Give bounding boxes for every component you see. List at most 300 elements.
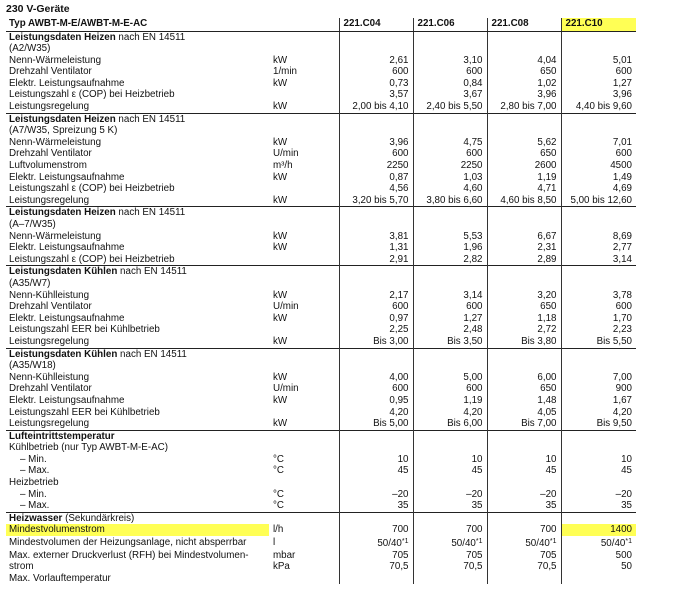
footnote-marker: *1 xyxy=(475,538,483,546)
value-text: 3,20 xyxy=(537,289,557,301)
row-label: – Max. xyxy=(20,500,50,512)
row-unit: kPa xyxy=(273,561,290,573)
value-cell xyxy=(339,348,413,360)
table-row xyxy=(6,454,636,466)
value-text: 2600 xyxy=(534,160,557,172)
value-text: 1,96 xyxy=(463,242,483,254)
value-text: 0,97 xyxy=(389,312,409,324)
value-cell xyxy=(339,430,413,442)
unit-cell xyxy=(269,266,339,278)
row-label: Leistungszahl ε (COP) bei Heizbetrieb xyxy=(9,183,175,195)
row-label: Leistungszahl ε (COP) bei Heizbetrieb xyxy=(9,253,175,265)
value-cell xyxy=(339,148,413,160)
row-label: Leistungszahl ε (COP) bei Heizbetrieb xyxy=(9,89,175,101)
section-subtitle: nach EN 14511 xyxy=(117,266,187,278)
value-cell xyxy=(561,43,636,55)
table-row xyxy=(6,407,636,419)
value-cell xyxy=(413,336,487,348)
value-cell xyxy=(561,78,636,90)
value-text: 1,03 xyxy=(463,171,483,183)
value-text: 2,25 xyxy=(389,324,409,336)
value-cell xyxy=(487,324,561,336)
value-cell xyxy=(487,278,561,290)
table-row xyxy=(6,336,636,348)
row-unit: kW xyxy=(273,136,288,148)
section-title: Leistungsdaten Heizen xyxy=(9,31,116,43)
value-text: 4,75 xyxy=(463,136,483,148)
value-text: Bis 6,00 xyxy=(447,418,483,430)
subsection-row xyxy=(6,477,636,489)
value-text: 600 xyxy=(466,66,483,78)
unit-cell xyxy=(269,125,339,137)
value-text: 1400 xyxy=(610,524,632,536)
value-cell xyxy=(339,242,413,254)
value-text: 4,20 xyxy=(389,406,409,418)
value-cell xyxy=(561,561,636,573)
value-cell xyxy=(487,477,561,489)
value-text: 1,67 xyxy=(612,394,632,406)
value-cell xyxy=(487,31,561,43)
section-header xyxy=(6,31,269,43)
value-cell xyxy=(561,442,636,454)
row-unit: U/min xyxy=(273,148,299,160)
value-cell xyxy=(413,55,487,67)
value-text: 1,48 xyxy=(537,394,557,406)
value-cell xyxy=(487,125,561,137)
row-unit: U/min xyxy=(273,383,299,395)
value-text: Bis 3,80 xyxy=(521,335,557,347)
value-cell xyxy=(413,395,487,407)
type-header: Typ AWBT-M-E/AWBT-M-E-AC xyxy=(6,18,269,31)
value-cell xyxy=(487,418,561,430)
col-header-4: 221.C10 xyxy=(561,18,636,31)
row-unit: kW xyxy=(273,171,288,183)
value-text: 50/40 xyxy=(600,538,626,550)
value-text: 0,87 xyxy=(389,171,409,183)
value-cell xyxy=(339,89,413,101)
value-text: 2,80 bis 7,00 xyxy=(500,101,557,113)
value-text: 1,70 xyxy=(612,312,632,324)
value-text: 3,67 xyxy=(463,89,483,101)
value-cell xyxy=(487,183,561,195)
value-text: 4,56 xyxy=(389,183,409,195)
row-label: Drehzahl Ventilator xyxy=(9,301,92,313)
value-cell xyxy=(561,101,636,113)
col-header-3: 221.C08 xyxy=(487,18,561,31)
row-label: Luftvolumenstrom xyxy=(9,160,87,172)
row-unit: mbar xyxy=(273,549,296,561)
value-cell xyxy=(561,313,636,325)
value-cell xyxy=(487,442,561,454)
row-label: Leistungszahl EER bei Kühlbetrieb xyxy=(9,324,160,336)
subsection-label: (A–7/W35) xyxy=(9,219,56,230)
value-cell xyxy=(413,442,487,454)
section-subtitle: nach EN 14511 xyxy=(115,31,186,43)
value-cell xyxy=(339,43,413,55)
value-cell xyxy=(413,89,487,101)
value-cell xyxy=(339,536,413,550)
value-text: 10 xyxy=(397,453,409,465)
value-cell xyxy=(487,550,561,562)
value-cell xyxy=(413,254,487,266)
value-text: 35 xyxy=(621,500,632,512)
value-text: 35 xyxy=(397,500,409,512)
row-label: Drehzahl Ventilator xyxy=(9,148,92,160)
value-text: 1,18 xyxy=(537,312,557,324)
value-cell xyxy=(339,137,413,149)
table-row xyxy=(6,137,636,149)
value-text: Bis 3,50 xyxy=(447,335,483,347)
value-text: 10 xyxy=(621,453,632,465)
subsection-label: (A35/W18) xyxy=(9,360,56,372)
value-text: 4,00 xyxy=(389,371,409,383)
row-unit: l/h xyxy=(273,524,284,536)
value-cell xyxy=(413,195,487,207)
value-text: 650 xyxy=(540,66,557,78)
subsection-label: Heizbetrieb xyxy=(9,477,59,489)
row-unit: kW xyxy=(273,394,288,406)
value-cell xyxy=(413,360,487,372)
value-cell xyxy=(487,254,561,266)
value-cell xyxy=(339,101,413,113)
value-text: 4,71 xyxy=(537,183,557,195)
value-cell xyxy=(413,172,487,184)
value-cell xyxy=(339,313,413,325)
value-cell xyxy=(487,207,561,219)
value-cell xyxy=(561,395,636,407)
value-cell xyxy=(561,55,636,67)
section-header xyxy=(6,266,269,278)
unit-cell xyxy=(269,442,339,454)
row-label: Max. Vorlauftemperatur xyxy=(9,572,111,584)
value-cell xyxy=(413,78,487,90)
value-text: 4,05 xyxy=(537,406,557,418)
value-cell xyxy=(413,524,487,536)
value-cell xyxy=(487,348,561,360)
section-title: Leistungsdaten Kühlen xyxy=(9,348,118,360)
value-text: 3,96 xyxy=(612,89,632,101)
section-subtitle: (Sekundärkreis) xyxy=(62,512,135,524)
value-cell xyxy=(413,242,487,254)
section-header xyxy=(6,430,269,442)
value-cell xyxy=(413,430,487,442)
section-title: Leistungsdaten Heizen xyxy=(9,207,116,219)
table-row xyxy=(6,500,636,512)
table-row xyxy=(6,418,636,430)
value-text: 500 xyxy=(615,549,632,561)
value-text: 2250 xyxy=(386,160,409,172)
value-cell xyxy=(561,348,636,360)
value-cell xyxy=(487,242,561,254)
value-cell xyxy=(487,573,561,585)
value-cell xyxy=(561,512,636,524)
row-unit: °C xyxy=(273,453,284,465)
value-text: 1,27 xyxy=(612,77,632,89)
section-header-row xyxy=(6,512,636,524)
table-row xyxy=(6,550,636,562)
row-unit: U/min xyxy=(273,301,299,313)
value-cell xyxy=(339,160,413,172)
value-cell xyxy=(339,524,413,536)
value-text: 650 xyxy=(540,383,557,395)
spec-table xyxy=(6,18,636,584)
value-cell xyxy=(561,477,636,489)
table-row xyxy=(6,78,636,90)
value-cell xyxy=(561,219,636,231)
row-unit: kW xyxy=(273,230,288,242)
value-cell xyxy=(561,89,636,101)
value-text: Bis 7,00 xyxy=(521,418,557,430)
value-cell xyxy=(487,137,561,149)
value-cell xyxy=(339,195,413,207)
value-text: 8,69 xyxy=(612,230,632,242)
value-cell xyxy=(487,89,561,101)
subsection-label: (A35/W7) xyxy=(9,277,51,289)
row-label: Mindestvolumenstrom xyxy=(6,524,269,536)
value-cell xyxy=(413,324,487,336)
value-cell xyxy=(339,231,413,243)
value-cell xyxy=(413,101,487,113)
subsection-label: Kühlbetrieb (nur Typ AWBT-M-E-AC) xyxy=(9,442,168,454)
value-cell xyxy=(487,172,561,184)
value-text: –20 xyxy=(466,488,483,500)
value-cell xyxy=(413,301,487,313)
value-cell xyxy=(487,407,561,419)
value-cell xyxy=(413,231,487,243)
row-unit xyxy=(269,89,339,101)
value-cell xyxy=(561,207,636,219)
unit-cell xyxy=(269,207,339,219)
value-text: 2,82 xyxy=(463,253,483,265)
value-text: 2,00 bis 4,10 xyxy=(352,101,409,113)
table-row xyxy=(6,254,636,266)
value-text: 700 xyxy=(466,524,483,536)
value-cell xyxy=(561,183,636,195)
value-cell xyxy=(339,172,413,184)
value-cell xyxy=(413,500,487,512)
subsection-label: (A7/W35, Spreizung 5 K) xyxy=(9,125,118,137)
value-cell xyxy=(561,430,636,442)
value-cell xyxy=(339,125,413,137)
value-text: 600 xyxy=(615,301,632,313)
section-header-row xyxy=(6,207,636,219)
subsection-row xyxy=(6,43,636,55)
row-label: Leistungsregelung xyxy=(9,418,90,430)
value-cell xyxy=(413,31,487,43)
value-text: 2,17 xyxy=(389,289,409,301)
value-text: 2,23 xyxy=(612,324,632,336)
section-subtitle: nach EN 14511 xyxy=(115,113,186,125)
table-row xyxy=(6,55,636,67)
row-unit: kW xyxy=(273,418,288,430)
value-text: 10 xyxy=(471,453,483,465)
value-cell xyxy=(413,418,487,430)
value-cell xyxy=(339,550,413,562)
value-cell xyxy=(561,550,636,562)
value-text: 700 xyxy=(392,524,409,536)
value-cell xyxy=(561,113,636,125)
value-text: 4,04 xyxy=(537,54,557,66)
value-text: 45 xyxy=(471,465,483,477)
value-cell xyxy=(413,125,487,137)
value-cell xyxy=(339,500,413,512)
value-text: 35 xyxy=(471,500,483,512)
value-cell xyxy=(561,148,636,160)
row-label: Max. externer Druckverlust (RFH) bei Mindestvolumen- xyxy=(9,549,249,561)
section-title: Lufteintrittstemperatur xyxy=(9,430,115,442)
row-label: Nenn-Kühlleistung xyxy=(9,371,90,383)
value-text: 3,14 xyxy=(463,289,483,301)
row-label: Elektr. Leistungsaufnahme xyxy=(9,394,125,406)
value-text: 50 xyxy=(621,561,632,573)
row-unit: °C xyxy=(273,465,284,477)
value-text: Bis 5,00 xyxy=(373,418,409,430)
value-cell xyxy=(487,465,561,477)
value-text: 600 xyxy=(392,148,409,160)
footnote-marker: *1 xyxy=(625,538,632,546)
value-cell xyxy=(487,372,561,384)
value-cell xyxy=(487,454,561,466)
section-subtitle: nach EN 14511 xyxy=(115,207,186,219)
table-row xyxy=(6,383,636,395)
value-text: 70,5 xyxy=(463,561,483,573)
value-text: 4,69 xyxy=(612,183,632,195)
value-text: 4,40 bis 9,60 xyxy=(575,101,632,113)
unit-cell xyxy=(269,348,339,360)
value-text: 6,67 xyxy=(537,230,557,242)
col-header-1: 221.C04 xyxy=(339,18,413,31)
value-cell xyxy=(561,524,636,536)
row-unit: kW xyxy=(273,371,288,383)
section-header xyxy=(6,207,269,219)
row-label: Nenn-Wärmeleistung xyxy=(9,230,102,242)
value-text: 900 xyxy=(615,383,632,395)
value-cell xyxy=(339,489,413,501)
section-title: Heizwasser xyxy=(9,512,63,524)
row-label: Nenn-Kühlleistung xyxy=(9,289,90,301)
value-text: 600 xyxy=(615,66,632,78)
value-cell xyxy=(339,465,413,477)
footnote-marker: *1 xyxy=(401,538,409,546)
value-cell xyxy=(561,301,636,313)
table-row xyxy=(6,536,636,550)
value-cell xyxy=(487,301,561,313)
value-text: 7,00 xyxy=(612,371,632,383)
row-unit: kW xyxy=(273,77,288,89)
subsection-row xyxy=(6,278,636,290)
value-text: Bis 3,00 xyxy=(373,335,409,347)
section-header xyxy=(6,113,269,125)
value-cell xyxy=(487,266,561,278)
unit-cell xyxy=(269,278,339,290)
value-cell xyxy=(487,360,561,372)
row-label: Leistungsregelung xyxy=(9,335,90,347)
unit-cell xyxy=(269,43,339,55)
value-text: 2,61 xyxy=(389,54,409,66)
value-cell xyxy=(339,360,413,372)
row-label: Drehzahl Ventilator xyxy=(9,66,92,78)
value-cell xyxy=(339,55,413,67)
row-label: Elektr. Leistungsaufnahme xyxy=(9,242,125,254)
value-cell xyxy=(413,66,487,78)
value-cell xyxy=(561,195,636,207)
value-cell xyxy=(487,43,561,55)
row-label: Drehzahl Ventilator xyxy=(9,383,92,395)
value-text: Bis 5,50 xyxy=(596,335,632,347)
value-text: 4,20 xyxy=(463,406,483,418)
value-text: 3,10 xyxy=(463,54,483,66)
value-text: 4500 xyxy=(610,160,632,172)
table-row xyxy=(6,148,636,160)
value-text: 600 xyxy=(466,301,483,313)
value-cell xyxy=(413,278,487,290)
value-text: 2250 xyxy=(460,160,483,172)
value-cell xyxy=(561,489,636,501)
section-header xyxy=(6,512,269,524)
table-row xyxy=(6,573,636,585)
value-cell xyxy=(561,407,636,419)
row-label: Leistungsregelung xyxy=(9,194,90,206)
value-text: 600 xyxy=(466,148,483,160)
value-cell xyxy=(487,395,561,407)
value-cell xyxy=(413,290,487,302)
value-cell xyxy=(487,113,561,125)
value-cell xyxy=(561,137,636,149)
value-cell xyxy=(561,278,636,290)
value-text: 650 xyxy=(540,301,557,313)
value-text: 3,14 xyxy=(612,253,632,265)
value-cell xyxy=(487,55,561,67)
value-cell xyxy=(339,183,413,195)
value-cell xyxy=(413,454,487,466)
value-cell xyxy=(561,125,636,137)
value-text: 1,19 xyxy=(463,394,483,406)
section-title: Leistungsdaten Kühlen xyxy=(9,266,118,278)
value-cell xyxy=(339,477,413,489)
value-cell xyxy=(487,430,561,442)
value-text: 70,5 xyxy=(389,561,409,573)
value-text: 3,20 bis 5,70 xyxy=(352,194,409,206)
value-text: 5,00 xyxy=(463,371,483,383)
value-text: –20 xyxy=(615,488,632,500)
value-cell xyxy=(561,266,636,278)
value-cell xyxy=(487,66,561,78)
value-cell xyxy=(561,66,636,78)
value-text: 5,53 xyxy=(463,230,483,242)
row-label: Mindestvolumen der Heizungsanlage, nicht absperrbar xyxy=(9,537,247,549)
value-text: 10 xyxy=(545,453,557,465)
row-unit: kW xyxy=(273,194,288,206)
value-cell xyxy=(413,573,487,585)
table-row xyxy=(6,372,636,384)
value-cell xyxy=(487,561,561,573)
value-text: Bis 9,50 xyxy=(596,418,632,430)
col-header-2: 221.C06 xyxy=(413,18,487,31)
value-cell xyxy=(339,573,413,585)
value-text: 3,57 xyxy=(389,89,409,101)
value-text: 4,60 bis 8,50 xyxy=(500,194,557,206)
value-text: 2,91 xyxy=(389,253,409,265)
row-unit: kW xyxy=(273,242,288,254)
section-header-row xyxy=(6,348,636,360)
value-text: 2,48 xyxy=(463,324,483,336)
value-cell xyxy=(339,254,413,266)
value-cell xyxy=(413,137,487,149)
row-unit: l xyxy=(273,537,276,549)
value-text: 35 xyxy=(545,500,557,512)
value-cell xyxy=(339,442,413,454)
value-text: 4,20 xyxy=(612,406,632,418)
